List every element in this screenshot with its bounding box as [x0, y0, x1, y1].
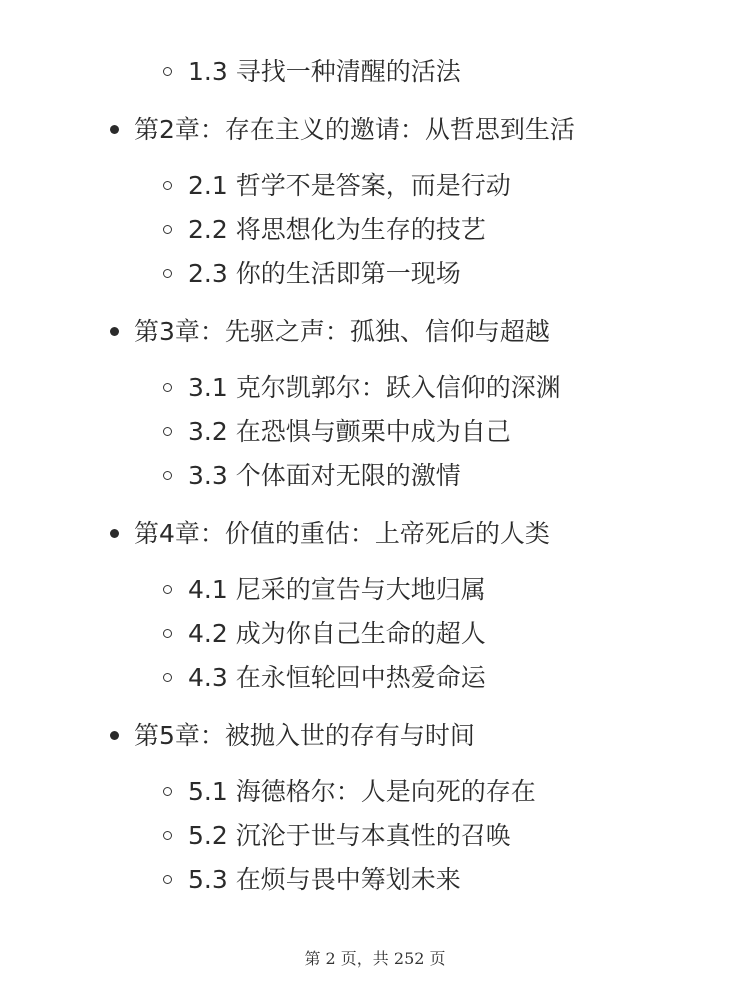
filled-bullet-icon: [110, 529, 119, 538]
hollow-bullet-icon: [163, 471, 172, 480]
toc-chapter-item[interactable]: 第2章：存在主义的邀请：从哲思到生活: [134, 115, 575, 144]
toc-section-item[interactable]: 2.1 哲学不是答案，而是行动: [188, 171, 511, 200]
toc-section-item[interactable]: 2.2 将思想化为生存的技艺: [188, 215, 486, 244]
toc-section-item[interactable]: 3.2 在恐惧与颤栗中成为自己: [188, 417, 511, 446]
hollow-bullet-icon: [163, 629, 172, 638]
filled-bullet-icon: [110, 125, 119, 134]
page-number-footer: 第 2 页，共 252 页: [304, 949, 446, 968]
toc-chapter-item[interactable]: 第5章：被抛入世的存有与时间: [134, 721, 475, 750]
hollow-bullet-icon: [163, 831, 172, 840]
toc-chapter-item[interactable]: 第4章：价值的重估：上帝死后的人类: [134, 519, 550, 548]
hollow-bullet-icon: [163, 383, 172, 392]
hollow-bullet-icon: [163, 673, 172, 682]
filled-bullet-icon: [110, 327, 119, 336]
toc-section-item[interactable]: 5.2 沉沦于世与本真性的召唤: [188, 821, 511, 850]
toc-section-item[interactable]: 4.3 在永恒轮回中热爱命运: [188, 663, 486, 692]
toc-section-item[interactable]: 2.3 你的生活即第一现场: [188, 259, 461, 288]
toc-section-item[interactable]: 4.2 成为你自己生命的超人: [188, 619, 486, 648]
hollow-bullet-icon: [163, 269, 172, 278]
toc-section-item[interactable]: 5.3 在烦与畏中筹划未来: [188, 865, 461, 894]
filled-bullet-icon: [110, 731, 119, 740]
toc-chapter-item[interactable]: 第3章：先驱之声：孤独、信仰与超越: [134, 317, 550, 346]
toc-section-item[interactable]: 5.1 海德格尔：人是向死的存在: [188, 777, 536, 806]
hollow-bullet-icon: [163, 225, 172, 234]
toc-section-item[interactable]: 3.1 克尔凯郭尔：跃入信仰的深渊: [188, 373, 561, 402]
hollow-bullet-icon: [163, 67, 172, 76]
hollow-bullet-icon: [163, 181, 172, 190]
toc-section-item[interactable]: 1.3 寻找一种清醒的活法: [188, 57, 461, 86]
hollow-bullet-icon: [163, 585, 172, 594]
hollow-bullet-icon: [163, 875, 172, 884]
toc-section-item[interactable]: 3.3 个体面对无限的激情: [188, 461, 461, 490]
hollow-bullet-icon: [163, 787, 172, 796]
hollow-bullet-icon: [163, 427, 172, 436]
toc-section-item[interactable]: 4.1 尼采的宣告与大地归属: [188, 575, 486, 604]
